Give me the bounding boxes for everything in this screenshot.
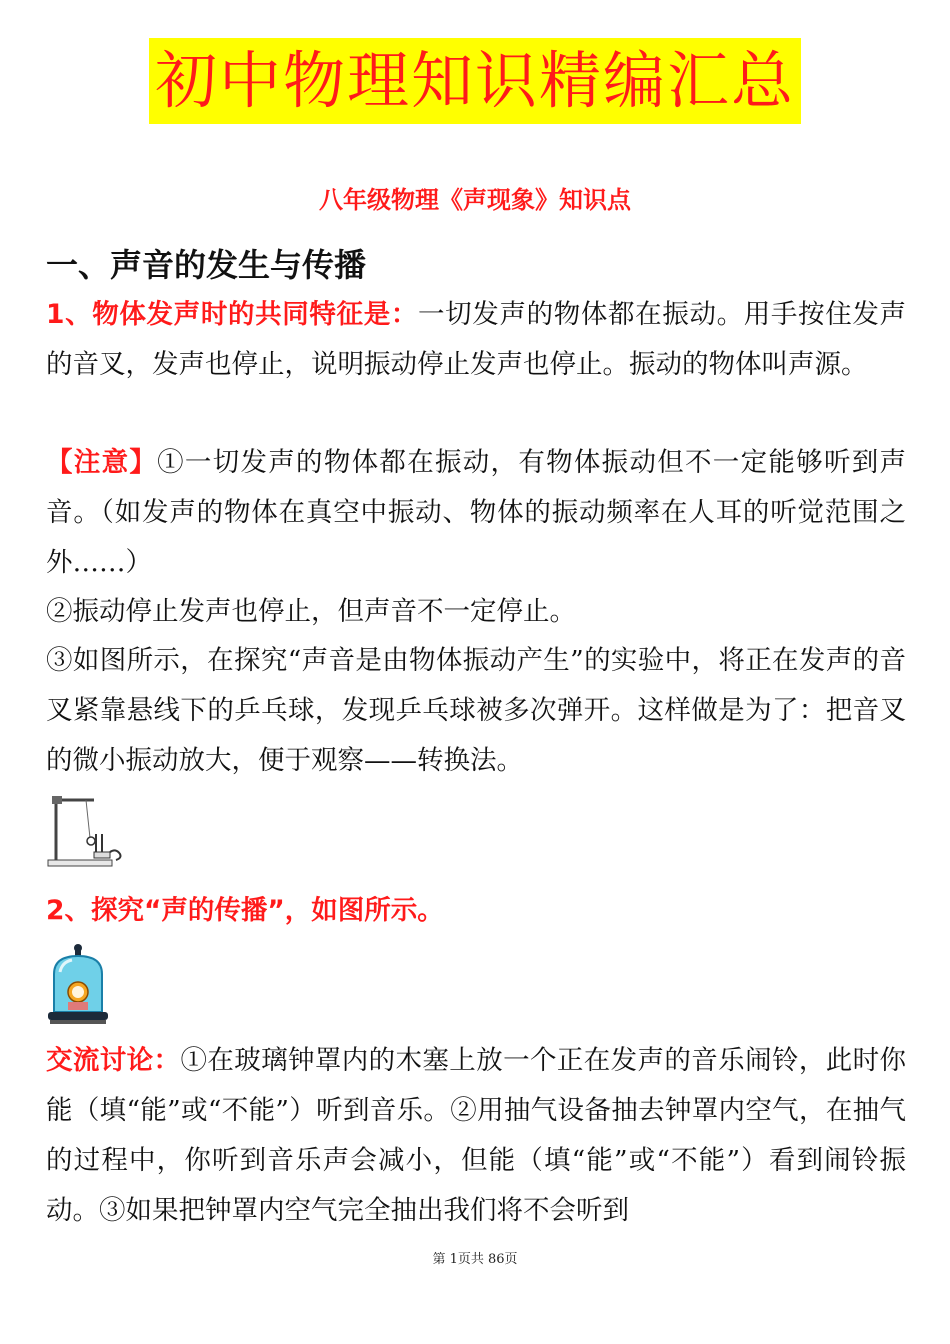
paragraph-2-label: 2、探究“声的传播”，如图所示。 xyxy=(46,895,444,926)
paragraph-2 xyxy=(46,886,906,936)
document-title: 初中物理知识精编汇总 xyxy=(149,38,801,124)
discussion-text: ①在玻璃钟罩内的木塞上放一个正在发声的音乐闹铃，此时你能（填“能”或“不能”）听到音乐。②用抽气设备抽去钟罩内空气，在抽气的过程中，你听到音乐声会减小，但能（填“能”或“不能”）看到闹铃振动。③如果把钟罩内空气完全抽出我们将不会听到 xyxy=(46,1045,907,1226)
note-2: ②振动停止发声也停止，但声音不一定停止。 xyxy=(46,596,576,627)
note-label: 【注意】 xyxy=(46,447,158,478)
discussion-label: 交流讨论： xyxy=(46,1045,181,1076)
paragraph-1-text: 一切发声的物体都在振动。用手按住发声的音叉，发声也停止，说明振动停止发声也停止。振动的物体叫声源。 xyxy=(46,299,906,380)
paragraph-1 xyxy=(46,290,906,390)
note-1-text: ①一切发声的物体都在振动，有物体振动但不一定能够听到声音。（如发声的物体在真空中振动、物体的振动频率在人耳的听觉范围之外……） xyxy=(46,447,907,578)
note-3: ③如图所示，在探究“声音是由物体振动产生”的实验中，将正在发声的音叉紧靠悬线下的乒乓球，发现乒乓球被多次弹开。这样做是为了：把音叉的微小振动放大，便于观察——转换法。 xyxy=(46,645,906,776)
note-1 xyxy=(46,438,906,588)
bell-jar-image xyxy=(46,942,110,1028)
discussion-paragraph xyxy=(46,1036,906,1236)
title-wrap xyxy=(0,38,950,124)
tuning-fork-apparatus-image xyxy=(46,794,126,870)
paragraph-1-label: 1、物体发声时的共同特征是： xyxy=(46,299,418,330)
section-heading: 一、声音的发生与传播 xyxy=(46,246,367,284)
page-footer: 第 1页共 86页 xyxy=(432,1252,518,1267)
chapter-subtitle: 八年级物理《声现象》知识点 xyxy=(319,186,631,214)
